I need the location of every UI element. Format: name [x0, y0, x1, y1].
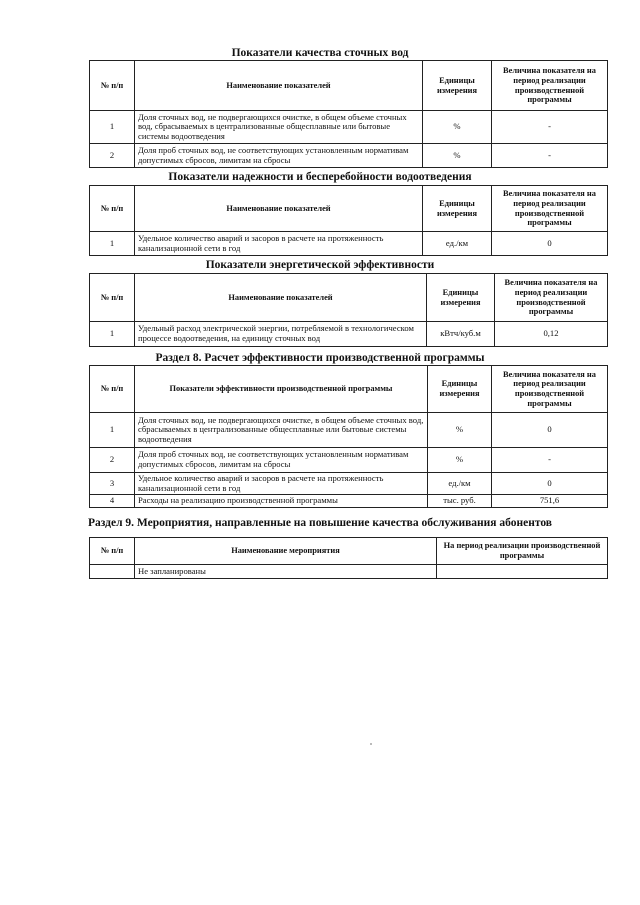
section-title-section9: Раздел 9. Мероприятия, направленные на повышение качества обслуживания абонентов — [87, 517, 552, 529]
row-name: Доля проб сточных вод, не соответствующих установленным нормативам допустимых сбросов, лимитам на сбросы — [135, 144, 423, 168]
row-name: Доля проб сточных вод, не соответствующих установленным нормативам допустимых сбросов, лимитам на сбросы — [135, 448, 428, 473]
section9-table — [89, 537, 608, 579]
header-name: Наименование показателей — [135, 61, 423, 111]
header-value: На период реализации производственной программы — [437, 538, 608, 565]
row-value: - — [492, 448, 608, 473]
header-value: Величина показателя на период реализации производственной программы — [495, 274, 608, 322]
row-num: 4 — [90, 495, 135, 508]
table-row — [90, 448, 608, 473]
table-header-row — [90, 274, 608, 322]
row-name: Доля сточных вод, не подвергающихся очистке, в общем объеме сточных вод, сбрасываемых в централизованные общесплавные или бытовые системы водоотведения — [135, 111, 423, 144]
row-num: 3 — [90, 473, 135, 495]
header-num: № п/п — [90, 186, 135, 232]
header-num: № п/п — [90, 61, 135, 111]
table-row — [90, 232, 608, 256]
row-num: 1 — [90, 111, 135, 144]
row-num: 2 — [90, 144, 135, 168]
table-row — [90, 144, 608, 168]
header-value: Величина показателя на период реализации производственной программы — [492, 186, 608, 232]
scan-speck — [370, 743, 372, 745]
table-header-row — [90, 538, 608, 565]
table-header-row — [90, 61, 608, 111]
header-unit: Единицы измерения — [427, 274, 495, 322]
header-name: Показатели эффективности производственной программы — [135, 366, 428, 413]
section-title-wastewater-quality: Показатели качества сточных вод — [231, 47, 409, 59]
row-num: 1 — [90, 413, 135, 448]
row-num — [90, 565, 135, 579]
section-title-energy: Показатели энергетической эффективности — [205, 259, 435, 271]
row-value: 0 — [492, 413, 608, 448]
row-unit: тыс. руб. — [428, 495, 492, 508]
section8-table — [89, 365, 608, 508]
table-row — [90, 565, 608, 579]
row-value: 0,12 — [495, 322, 608, 347]
table-header-row — [90, 366, 608, 413]
table-row — [90, 111, 608, 144]
row-name: Не запланированы — [135, 565, 437, 579]
row-unit: % — [423, 144, 492, 168]
row-value — [437, 565, 608, 579]
header-value: Величина показателя на период реализации производственной программы — [492, 61, 608, 111]
row-num: 1 — [90, 232, 135, 256]
row-unit: % — [428, 413, 492, 448]
header-num: № п/п — [90, 366, 135, 413]
row-value: 751,6 — [492, 495, 608, 508]
table-row — [90, 473, 608, 495]
header-unit: Единицы измерения — [423, 186, 492, 232]
header-unit: Единицы измерения — [428, 366, 492, 413]
row-name: Удельное количество аварий и засоров в расчете на протяженность канализационной сети в год — [135, 232, 423, 256]
header-unit: Единицы измерения — [423, 61, 492, 111]
row-value: 0 — [492, 232, 608, 256]
header-value: Величина показателя на период реализации производственной программы — [492, 366, 608, 413]
row-name: Удельное количество аварий и засоров в расчете на протяженность канализационной сети в год — [135, 473, 428, 495]
row-unit: ед./км — [428, 473, 492, 495]
energy-table — [89, 273, 608, 347]
section-title-section8: Раздел 8. Расчет эффективности производственной программы — [155, 352, 485, 364]
row-unit: ед./км — [423, 232, 492, 256]
row-name: Доля сточных вод, не подвергающихся очистке, в общем объеме сточных вод, сбрасываемых в централизованные общесплавные или бытовые системы водоотведения — [135, 413, 428, 448]
row-value: - — [492, 144, 608, 168]
section-title-reliability: Показатели надежности и бесперебойности водоотведения — [168, 171, 472, 183]
header-num: № п/п — [90, 274, 135, 322]
header-num: № п/п — [90, 538, 135, 565]
wastewater-quality-table — [89, 60, 608, 168]
reliability-table — [89, 185, 608, 256]
header-name: Наименование показателей — [135, 186, 423, 232]
table-row — [90, 413, 608, 448]
header-name: Наименование мероприятия — [135, 538, 437, 565]
table-row — [90, 322, 608, 347]
row-value: - — [492, 111, 608, 144]
row-num: 1 — [90, 322, 135, 347]
row-unit: % — [423, 111, 492, 144]
row-name: Удельный расход электрической энергии, потребляемой в технологическом процессе водоотведения, на единицу сточных вод — [135, 322, 427, 347]
row-num: 2 — [90, 448, 135, 473]
header-name: Наименование показателей — [135, 274, 427, 322]
table-row — [90, 495, 608, 508]
row-unit: % — [428, 448, 492, 473]
row-unit: кВтч/куб.м — [427, 322, 495, 347]
table-header-row — [90, 186, 608, 232]
row-name: Расходы на реализацию производственной программы — [135, 495, 428, 508]
row-value: 0 — [492, 473, 608, 495]
